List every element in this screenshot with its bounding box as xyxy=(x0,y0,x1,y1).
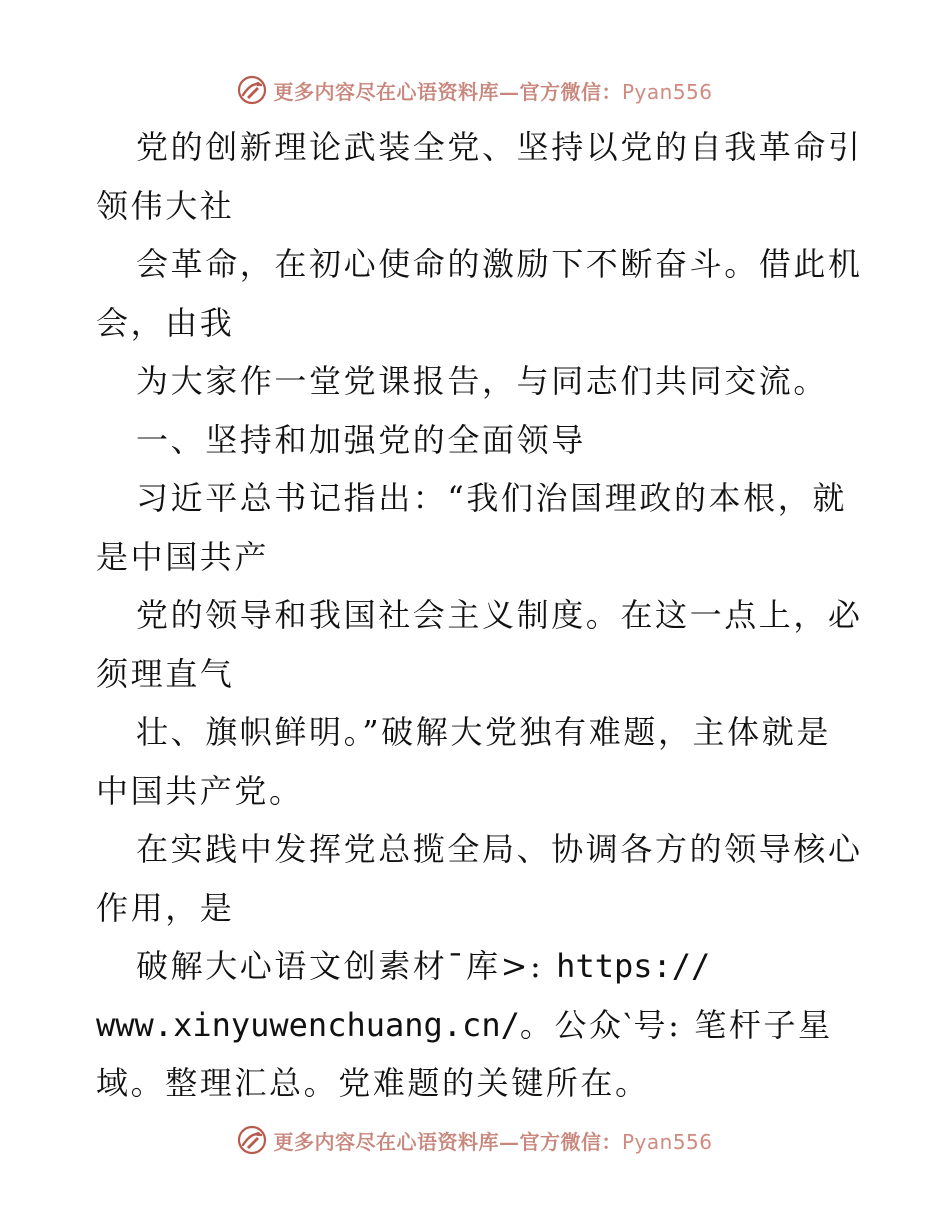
banner-text: 更多内容尽在心语资料库—官方微信：Pyan556 xyxy=(273,1129,713,1154)
banner-handle: Pyan556 xyxy=(621,79,713,104)
text-line: 为大家作一堂党课报告，与同志们共同交流。 xyxy=(136,362,829,400)
text-line: 党的领导和我国社会主义制度。在这一点上，必 xyxy=(136,596,863,634)
header-watermark-banner xyxy=(0,70,950,110)
banner-text: 更多内容尽在心语资料库—官方微信：Pyan556 xyxy=(273,79,713,104)
pen-logo-icon xyxy=(237,1125,267,1155)
text-line: 习近平总书记指出：“我们治国理政的本根，就 xyxy=(136,479,847,517)
text-line-url-2: www.xinyuwenchuang.cn/。公众‵号: 笔杆子星 xyxy=(96,1005,833,1044)
text-line: 一、坚持和加强党的全面领导 xyxy=(136,420,586,459)
banner-handle: Pyan556 xyxy=(621,1129,713,1154)
paragraph-lines xyxy=(96,118,863,937)
url-fragment-2: www.xinyuwenchuang.cn/ xyxy=(96,1005,520,1044)
text-line: 壮、旗帜鲜明。”破解大党独有难题，主体就是 xyxy=(136,713,831,751)
text-line: 作用，是 xyxy=(96,888,235,927)
text-line: 会革命，在初心使命的激励下不断奋斗。借此机 xyxy=(136,245,863,283)
pen-logo-icon xyxy=(237,75,267,105)
text-line: 中国共产党。 xyxy=(96,771,304,810)
text-line: 在实践中发挥党总揽全局、协调各方的领导核心 xyxy=(136,830,863,868)
text-line: 领伟大社 xyxy=(96,186,235,225)
text-line: 党的创新理论武装全党、坚持以党的自我革命引 xyxy=(136,128,863,166)
text-line-url-3: 域。整理汇总。党难题的关键所在。 xyxy=(96,1064,650,1102)
document-body xyxy=(96,118,863,1113)
footer-watermark-banner xyxy=(0,1120,950,1160)
text-line: 会，由我 xyxy=(96,303,235,342)
text-line: 须理直气 xyxy=(96,654,235,693)
url-fragment-1: https:// xyxy=(556,947,711,985)
text-line-url-1: 破解大心语文创素材¯库>: https:// xyxy=(136,947,711,985)
text-line: 是中国共产 xyxy=(96,537,270,576)
